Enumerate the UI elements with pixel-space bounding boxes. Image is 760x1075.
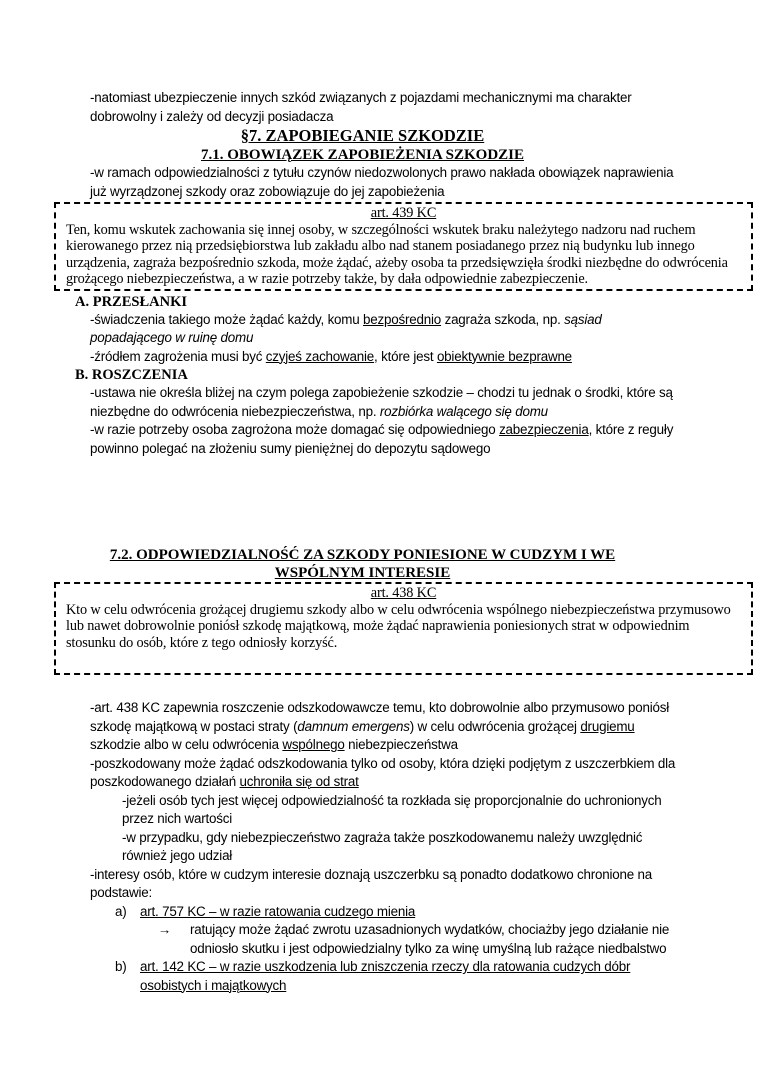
text-segment: -źródłem zagrożenia musi być [90,348,266,364]
text-segment: niebezpieczeństwa [344,737,458,752]
statute-text-art-439: Ten, komu wskutek zachowania się innej osoby, w szczególności wskutek braku należytego nadzoru nad ruchem kierowanego przez nią przedsiębiorstwa lub zakładu albo nad stanem posiadanego przez nią budynku lub innego urządzenia, zagraża bezpośrednio szkoda, może żądać, ażeby osoba ta przedsięwzięła środki niezbędne do odwrócenia grożącego niebezpieczeństwa, a w razie potrzeby także, by dała odpowiednie zabezpieczenie. [66,221,728,287]
bullet-analysis-1 [90,699,685,755]
text-segment: , które z reguły powinno polegać na złożeniu sumy pieniężnej do depozytu sądowego [90,422,674,456]
bullet-analysis-3: -interesy osób, które w cudzym interesie doznają uszczerbku są ponadto dodatkowo chronione na podstawie: [90,866,652,900]
list-item-a [115,903,672,922]
bullet-przeslanki-2 [90,348,685,367]
underlined-segment: wspólnego [282,737,345,752]
arrow-sub-item-text: ratujący może żądać zwrotu uzasadnionych wydatków, chociażby jego działanie nie odniosło skutku i jest odpowiedzialny tylko za winę umyślną lub rażące niedbalstwo [190,922,670,956]
text-segment: -ustawa nie określa bliżej na czym polega zapobieżenie szkodzie – chodzi tu jednak o środki, które są niezbędne do odwrócenia niebezpieczeństwa, np. [90,385,673,419]
statute-box-art-438 [54,582,753,675]
heading-roszczenia: B. ROSZCZENIA [75,367,188,383]
underlined-segment: bezpośrednio [363,311,442,327]
heading-section-7-1: 7.1. OBOWIĄZEK ZAPOBIEŻENIA SZKODZIE [201,147,524,163]
underlined-segment: uchroniła się od strat [239,774,359,789]
arrow-icon: → [158,922,172,937]
heading-section-7: §7. ZAPOBIEGANIE SZKODZIE [240,126,485,145]
bullet-roszczenia-1 [90,384,685,421]
list-item-b [115,958,672,995]
text-segment: -poszkodowany może żądać odszkodowania tylko od osoby, która dzięki podjętym z uszczerbkiem dla poszkodowanego działań [90,755,676,789]
underlined-segment: czyjeś zachowanie [265,348,375,364]
bullet-przeslanki-1 [90,311,685,348]
statute-text-art-438: Kto w celu odwrócenia grożącej drugiemu szkody albo w celu odwrócenia wspólnego niebezpieczeństwa przymusowo lub nawet dobrowolnie poniósł szkodę majątkową, może żądać naprawienia poniesionych strat w odpowiednim stosunku do osób, które z tego odniosły korzyść. [66,601,731,651]
bullet-roszczenia-2 [90,421,685,458]
list-marker-a: a) [115,903,127,919]
spacer [0,458,760,546]
arrow-sub-item [158,921,672,958]
heading-section-7-2: 7.2. ODPOWIEDZIALNOŚĆ ZA SZKODY PONIESIONE W CUDZYM I WE WSPÓLNYM INTERESIE [109,547,616,581]
text-segment: -świadczenia takiego może żądać każdy, komu [90,311,364,327]
statute-title-art-439: art. 439 KC [370,205,437,221]
italic-segment: rozbiórka walącego się domu [379,403,548,419]
paragraph-insurance-note: -natomiast ubezpieczenie innych szkód związanych z pojazdami mechanicznymi ma charakter dobrowolny i zależy od decyzji posiadacza [90,90,632,124]
text-segment: ) w celu odwrócenia grożącej [409,718,581,734]
heading-przeslanki: A. PRZESŁANKI [75,293,187,310]
paragraph-7-1-intro: -w ramach odpowiedzialności z tytułu czynów niedozwolonych prawo nakłada obowiązek naprawienia już wyrządzonej szkody oraz zobowiązuje do jej zapobieżenia [90,165,674,199]
text-segment: szkodzie albo w celu odwrócenia [90,737,283,752]
text-segment: -w razie potrzeby osoba zagrożona może domagać się odpowiedniego [90,422,500,437]
underlined-segment: obiektywnie bezprawne [436,348,572,364]
text-segment: -art. 438 KC zapewnia roszczenie odszkodowawcze temu, kto dobrowolnie albo przymusowo poniósł szkodę majątkową w postaci straty ( [90,700,670,734]
list-item-b-text: art. 142 KC – w razie uszkodzenia lub zniszczenia rzeczy dla ratowania cudzych dóbr osobistych i majątkowych [140,959,631,993]
underlined-segment: zabezpieczenia [499,422,589,437]
text-segment: zagraża szkoda, np. [441,311,565,327]
text-segment: , które jest [374,348,437,364]
italic-segment: damnum emergens [297,718,410,734]
underlined-segment: drugiemu [580,718,635,734]
bullet-analysis-2 [90,755,685,792]
statute-box-art-439 [54,202,753,291]
italic-segment: sąsiad popadającego w ruinę domu [90,311,602,345]
sub-bullet-proportional: -jeżeli osób tych jest więcej odpowiedzialność ta rozkłada się proporcjonalnie do uchronionych przez nich wartości [122,792,662,826]
spacer [0,675,760,699]
statute-title-art-438: art. 438 KC [370,585,437,601]
list-marker-b: b) [115,959,127,974]
sub-bullet-own-share: -w przypadku, gdy niebezpieczeństwo zagraża także poszkodowanemu należy uwzględnić również jego udział [122,829,643,863]
list-item-a-text: art. 757 KC – w razie ratowania cudzego mienia [140,903,416,919]
